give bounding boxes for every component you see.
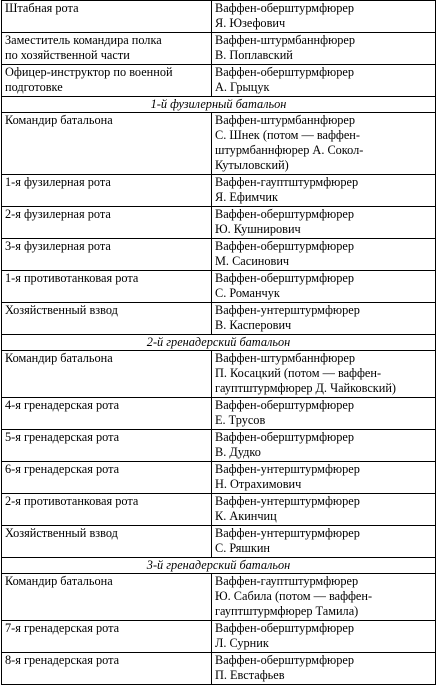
holder-line: Кутыловский) (215, 158, 289, 172)
position-cell (2, 494, 212, 526)
position-line: Командир батальона (5, 113, 113, 127)
position-line: Командир батальона (5, 351, 113, 365)
holder-line: Я. Ефимчик (215, 190, 278, 204)
table-row (2, 430, 436, 462)
section-title: 3-й гренадерский батальон (2, 558, 436, 574)
holder-line: Л. Сурник (215, 636, 269, 650)
holder-line: гауптштурмфюрер Тамила) (215, 604, 359, 618)
table-row (2, 65, 436, 97)
section-header-row (2, 97, 436, 113)
holder-line: Ваффен-гауптштурмфюрер (215, 574, 359, 588)
position-line: 1-я противотанковая рота (5, 271, 139, 285)
holder-line: Ваффен-унтерштурмфюрер (215, 303, 360, 317)
holder-line: П. Косацкий (потом — ваффен- (215, 366, 382, 380)
holder-line: В. Дудко (215, 445, 261, 459)
position-line: Командир батальона (5, 574, 113, 588)
table-row (2, 526, 436, 558)
holder-line: Ю. Кушнирович (215, 222, 301, 236)
holder-line: Ваффен-штурмбаннфюрер (215, 351, 356, 365)
holder-cell (212, 271, 436, 303)
holder-line: Ваффен-штурмбаннфюрер (215, 113, 356, 127)
holder-line: Ваффен-унтерштурмфюрер (215, 526, 360, 540)
holder-cell (212, 462, 436, 494)
holder-cell (212, 207, 436, 239)
holder-line: П. Евстафьев (215, 668, 285, 682)
holder-line: Ваффен-оберштурмфюрер (215, 398, 354, 412)
position-cell (2, 175, 212, 207)
holder-line: Ваффен-гауптштурмфюрер (215, 175, 359, 189)
holder-line: гауптштурмфюрер Д. Чайковский) (215, 381, 397, 395)
position-line: по хозяйственной части (5, 48, 130, 62)
position-cell (2, 351, 212, 398)
holder-line: Ваффен-оберштурмфюрер (215, 271, 354, 285)
holder-cell (212, 526, 436, 558)
position-cell (2, 1, 212, 33)
position-cell (2, 462, 212, 494)
position-cell (2, 207, 212, 239)
table-row (2, 462, 436, 494)
holder-line: Ю. Сабила (потом — ваффен- (215, 589, 373, 603)
holder-line: Ваффен-оберштурмфюрер (215, 1, 354, 15)
holder-cell (212, 113, 436, 175)
position-line: Хозяйственный взвод (5, 526, 118, 540)
roster-table (1, 0, 436, 685)
holder-cell (212, 621, 436, 653)
position-cell (2, 574, 212, 621)
position-cell (2, 33, 212, 65)
holder-line: Е. Трусов (215, 413, 266, 427)
position-line: 4-я гренадерская рота (5, 398, 120, 412)
table-row (2, 113, 436, 175)
holder-line: Ваффен-оберштурмфюрер (215, 207, 354, 221)
holder-cell (212, 175, 436, 207)
table-row (2, 239, 436, 271)
holder-line: М. Сасинович (215, 254, 290, 268)
holder-cell (212, 239, 436, 271)
holder-line: Ваффен-оберштурмфюрер (215, 239, 354, 253)
position-line: 2-я фузилерная рота (5, 207, 111, 221)
holder-cell (212, 303, 436, 335)
holder-cell (212, 33, 436, 65)
section-header-row (2, 558, 436, 574)
table-row (2, 175, 436, 207)
table-row (2, 653, 436, 685)
holder-line: Ваффен-оберштурмфюрер (215, 621, 354, 635)
holder-cell (212, 398, 436, 430)
holder-cell (212, 430, 436, 462)
holder-cell (212, 494, 436, 526)
table-row (2, 574, 436, 621)
position-cell (2, 430, 212, 462)
position-cell (2, 113, 212, 175)
holder-line: Ваффен-унтерштурмфюрер (215, 494, 360, 508)
position-line: 2-я противотанковая рота (5, 494, 139, 508)
holder-line: штурмбаннфюрер А. Сокол- (215, 143, 364, 157)
holder-line: Н. Отрахимович (215, 477, 302, 491)
holder-line: С. Ряшкин (215, 541, 270, 555)
position-cell (2, 653, 212, 685)
position-line: Заместитель командира полка (5, 33, 162, 47)
position-line: подготовке (5, 80, 63, 94)
holder-line: Ваффен-оберштурмфюрер (215, 65, 354, 79)
position-line: 6-я гренадерская рота (5, 462, 120, 476)
holder-cell (212, 574, 436, 621)
holder-cell (212, 1, 436, 33)
holder-line: Ваффен-оберштурмфюрер (215, 430, 354, 444)
holder-line: С. Шнек (потом — ваффен- (215, 128, 360, 142)
table-row (2, 303, 436, 335)
position-line: Штабная рота (5, 1, 79, 15)
table-row (2, 1, 436, 33)
position-line: 1-я фузилерная рота (5, 175, 111, 189)
holder-cell (212, 351, 436, 398)
holder-line: Ваффен-штурмбаннфюрер (215, 33, 356, 47)
holder-line: В. Поплавский (215, 48, 293, 62)
position-line: 3-я фузилерная рота (5, 239, 111, 253)
position-line: Хозяйственный взвод (5, 303, 118, 317)
position-cell (2, 526, 212, 558)
table-row (2, 207, 436, 239)
holder-line: С. Романчук (215, 286, 280, 300)
holder-line: А. Грыцук (215, 80, 270, 94)
holder-line: Ваффен-оберштурмфюрер (215, 653, 354, 667)
position-cell (2, 303, 212, 335)
position-cell (2, 621, 212, 653)
position-line: Офицер-инструктор по военной (5, 65, 173, 79)
section-header-row (2, 335, 436, 351)
position-cell (2, 271, 212, 303)
table-row (2, 33, 436, 65)
holder-cell (212, 653, 436, 685)
position-line: 8-я гренадерская рота (5, 653, 120, 667)
position-line: 5-я гренадерская рота (5, 430, 120, 444)
position-cell (2, 239, 212, 271)
section-title: 1-й фузилерный батальон (2, 97, 436, 113)
table-row (2, 494, 436, 526)
position-cell (2, 398, 212, 430)
table-row (2, 271, 436, 303)
table-row (2, 621, 436, 653)
holder-line: Ваффен-унтерштурмфюрер (215, 462, 360, 476)
position-line: 7-я гренадерская рота (5, 621, 120, 635)
section-title: 2-й гренадерский батальон (2, 335, 436, 351)
position-cell (2, 65, 212, 97)
table-row (2, 351, 436, 398)
holder-line: Я. Юзефович (215, 16, 286, 30)
table-row (2, 398, 436, 430)
roster-table-body (2, 1, 436, 685)
holder-line: В. Касперович (215, 318, 292, 332)
holder-line: К. Акинчиц (215, 509, 277, 523)
holder-cell (212, 65, 436, 97)
